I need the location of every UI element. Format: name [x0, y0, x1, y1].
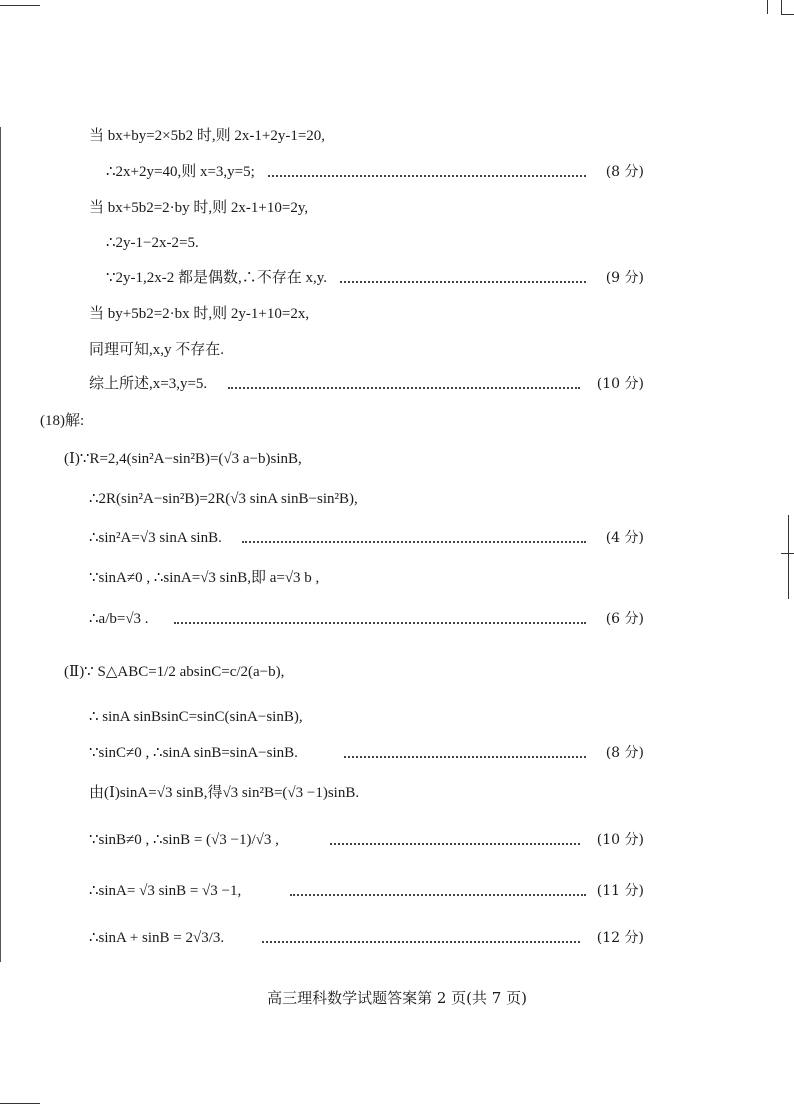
problem-18-heading: (18)解:	[40, 413, 85, 429]
score-10b: (10 分)	[596, 832, 644, 848]
line-20: ∴sinA + sinB = 2√3/3.	[89, 930, 225, 946]
crop-mark-right-h	[781, 553, 794, 554]
line-19: ∴sinA= √3 sinB = √3 −1,	[89, 883, 242, 899]
line-5: ∵2y-1,2x-2 都是偶数,∴不存在 x,y.	[106, 270, 328, 286]
line-1: 当 bx+by=2×5b2 时,则 2x-1+2y-1=20,	[89, 128, 326, 144]
line-16: ∵sinC≠0 , ∴sinA sinB=sinA−sinB.	[89, 745, 298, 761]
line-18: ∵sinB≠0 , ∴sinB = (√3 −1)/√3 ,	[89, 832, 279, 848]
score-9: (9 分)	[605, 270, 644, 286]
score-8a: (8 分)	[605, 164, 644, 180]
line-8: 综上所述,x=3,y=5.	[89, 376, 208, 392]
line-6: 当 by+5b2=2·bx 时,则 2y-1+10=2x,	[89, 306, 310, 322]
score-10a: (10 分)	[596, 376, 644, 392]
crop-mark-top-right-v2	[781, 0, 782, 14]
page-footer: 高三理科数学试题答案第 2 页(共 7 页)	[267, 989, 527, 1007]
score-4: (4 分)	[605, 530, 644, 546]
line-15: ∴ sinA sinBsinC=sinC(sinA−sinB),	[89, 709, 303, 725]
leader-dots	[174, 622, 586, 624]
crop-mark-bottom-left	[0, 1103, 40, 1104]
score-8b: (8 分)	[605, 745, 644, 761]
line-17: 由(Ⅰ)sinA=√3 sinB,得√3 sin²B=(√3 −1)sinB.	[89, 785, 360, 801]
line-13: ∴a/b=√3 .	[89, 611, 149, 627]
left-margin-rule	[0, 127, 1, 962]
line-12: ∵sinA≠0 , ∴sinA=√3 sinB,即 a=√3 b ,	[89, 570, 320, 586]
crop-mark-top-right-h	[781, 14, 794, 15]
crop-mark-top-right-v1	[767, 0, 768, 14]
crop-mark-right-v	[788, 515, 789, 599]
crop-mark-top-left	[0, 5, 40, 6]
leader-dots	[340, 281, 586, 283]
line-11: ∴sin²A=√3 sinA sinB.	[89, 530, 222, 546]
line-10: ∴2R(sin²A−sin²B)=2R(√3 sinA sinB−sin²B),	[89, 491, 358, 507]
leader-dots	[344, 756, 586, 758]
leader-dots	[268, 175, 586, 177]
leader-dots	[242, 541, 586, 543]
score-11: (11 分)	[596, 883, 644, 899]
line-14: (Ⅱ)∵ S△ABC=1/2 absinC=c/2(a−b),	[64, 664, 285, 680]
line-3: 当 bx+5b2=2·by 时,则 2x-1+10=2y,	[89, 200, 309, 216]
line-2: ∴2x+2y=40,则 x=3,y=5;	[106, 164, 255, 180]
leader-dots	[262, 941, 580, 943]
score-6: (6 分)	[605, 611, 644, 627]
leader-dots	[290, 894, 586, 896]
score-12: (12 分)	[596, 930, 644, 946]
line-9: (Ⅰ)∵R=2,4(sin²A−sin²B)=(√3 a−b)sinB,	[64, 451, 302, 467]
leader-dots	[330, 843, 580, 845]
line-4: ∴2y-1−2x-2=5.	[106, 235, 199, 251]
line-7: 同理可知,x,y 不存在.	[89, 342, 225, 358]
leader-dots	[228, 387, 580, 389]
